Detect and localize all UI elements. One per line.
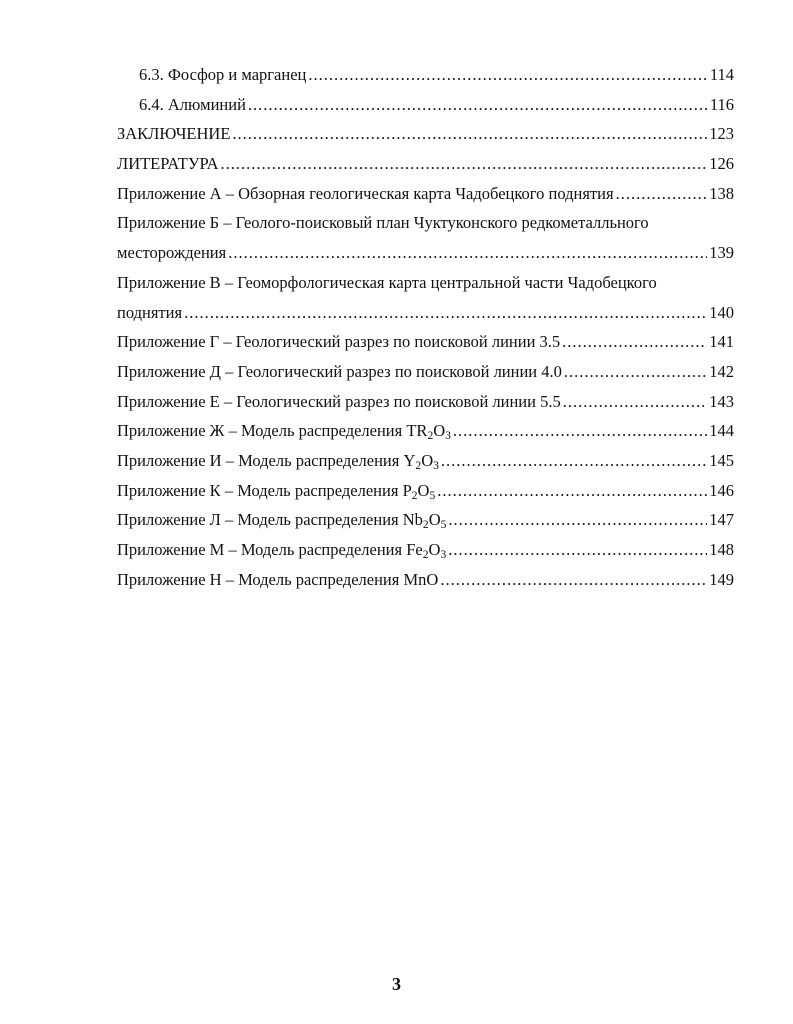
toc-entry-page: 142 (709, 361, 734, 381)
entry-prefix: Приложение К – Модель распределения (117, 480, 403, 500)
formula-element: TR (406, 421, 428, 441)
toc-entry-title-continued: месторождения (117, 243, 227, 263)
formula-subscript: 5 (440, 519, 447, 532)
entry-prefix: Приложение Л – Модель распределения (117, 510, 403, 530)
dot-leader (441, 446, 707, 476)
table-of-contents (117, 60, 734, 594)
toc-entry-page: 114 (709, 65, 734, 84)
toc-entry-title (117, 416, 451, 446)
toc-entry-title: Приложение Д – Геологический разрез по поисковой линии 4.0 (117, 361, 562, 381)
toc-entry-title: Приложение В – Геоморфологическая карта центральной части Чадобецкого (117, 272, 657, 292)
dot-leader (221, 149, 708, 179)
toc-entry-title (117, 476, 435, 506)
toc-entry[interactable] (117, 90, 734, 120)
toc-entry-title (117, 505, 446, 535)
toc-entry-page: 126 (709, 154, 734, 174)
dot-leader (448, 535, 707, 565)
dot-leader (437, 476, 707, 506)
toc-entry[interactable] (117, 149, 734, 179)
toc-entry[interactable] (117, 357, 734, 387)
toc-entry-title: ЛИТЕРАТУРА (117, 154, 219, 174)
dot-leader (562, 327, 707, 357)
formula-element: Fe (406, 540, 423, 559)
formula-subscript: 2 (422, 548, 429, 561)
toc-entry-page: 146 (709, 480, 734, 500)
formula-element: O (421, 450, 434, 470)
formula-subscript: 2 (422, 519, 429, 532)
formula-subscript: 3 (440, 548, 447, 561)
toc-entry[interactable] (117, 416, 734, 446)
toc-entry-page: 123 (709, 124, 734, 144)
dot-leader (453, 416, 707, 446)
dot-leader (228, 238, 707, 268)
dot-leader (232, 119, 707, 149)
dot-leader (448, 505, 707, 535)
toc-entry[interactable] (117, 179, 734, 209)
formula-subscript: 2 (411, 489, 418, 502)
formula-subscript: 3 (433, 459, 439, 472)
formula-element: O (417, 480, 430, 500)
formula-element: Y (403, 450, 416, 470)
formula-element: P (402, 480, 412, 500)
toc-entry-title: 6.4. Алюминий (139, 94, 246, 114)
toc-entry[interactable] (117, 446, 734, 476)
entry-prefix: Приложение И – Модель распределения (117, 450, 404, 470)
formula-subscript: 2 (427, 430, 434, 443)
toc-entry-title: Приложение А – Обзорная геологическая карта Чадобецкого поднятия (117, 183, 614, 203)
dot-leader (248, 90, 708, 120)
toc-entry-page: 148 (709, 540, 734, 559)
toc-entry-title: Приложение Б – Геолого-поисковый план Чуктуконского редкометалльного (117, 213, 649, 233)
toc-entry-title (117, 535, 446, 565)
toc-entry[interactable] (117, 119, 734, 149)
toc-entry-page: 147 (709, 510, 734, 530)
formula-element: O (428, 510, 441, 530)
formula-subscript: 5 (429, 489, 436, 502)
toc-entry[interactable] (117, 535, 734, 565)
toc-entry-title: Приложение Г – Геологический разрез по поисковой линии 3.5 (117, 332, 561, 352)
formula-element: O (433, 421, 446, 441)
toc-entry-line2[interactable] (117, 298, 734, 328)
toc-entry-title (117, 446, 439, 476)
dot-leader (308, 60, 708, 90)
toc-entry-line1[interactable] (117, 208, 734, 238)
formula-element: Nb (402, 510, 423, 530)
formula-element: O (428, 540, 441, 559)
toc-entry-page: 138 (709, 183, 734, 203)
toc-entry[interactable] (117, 476, 734, 506)
toc-entry[interactable] (117, 387, 734, 417)
toc-entry[interactable] (117, 505, 734, 535)
toc-entry-page: 141 (709, 332, 734, 352)
toc-entry-page: 144 (709, 421, 734, 441)
toc-entry-page: 149 (709, 569, 734, 589)
dot-leader (184, 298, 707, 328)
toc-entry[interactable] (117, 60, 734, 90)
page-number: 3 (392, 974, 401, 994)
toc-entry-line1[interactable] (117, 268, 734, 298)
toc-entry-page: 145 (709, 450, 734, 470)
toc-entry-line2[interactable] (117, 238, 734, 268)
dot-leader (440, 565, 707, 595)
toc-entry-title: Приложение Н – Модель распределения MnO (117, 569, 439, 589)
formula-subscript: 2 (415, 459, 422, 472)
dot-leader (563, 387, 708, 417)
toc-entry[interactable] (117, 565, 734, 595)
toc-entry-title: Приложение Е – Геологический разрез по поисковой линии 5.5 (117, 391, 561, 411)
toc-entry-page: 140 (709, 302, 734, 322)
toc-entry-title: ЗАКЛЮЧЕНИЕ (117, 124, 231, 144)
entry-prefix: Приложение Ж – Модель распределения (117, 421, 407, 441)
formula-subscript: 3 (445, 430, 451, 443)
toc-entry-title-continued: поднятия (117, 302, 183, 322)
toc-entry[interactable] (117, 327, 734, 357)
toc-entry-title: 6.3. Фосфор и марганец (139, 65, 307, 84)
toc-entry-page: 143 (709, 391, 734, 411)
dot-leader (616, 179, 708, 209)
entry-prefix: Приложение М – Модель распределения (117, 540, 407, 559)
dot-leader (564, 357, 707, 387)
toc-entry-page: 139 (709, 243, 734, 263)
toc-entry-page: 116 (709, 94, 734, 114)
